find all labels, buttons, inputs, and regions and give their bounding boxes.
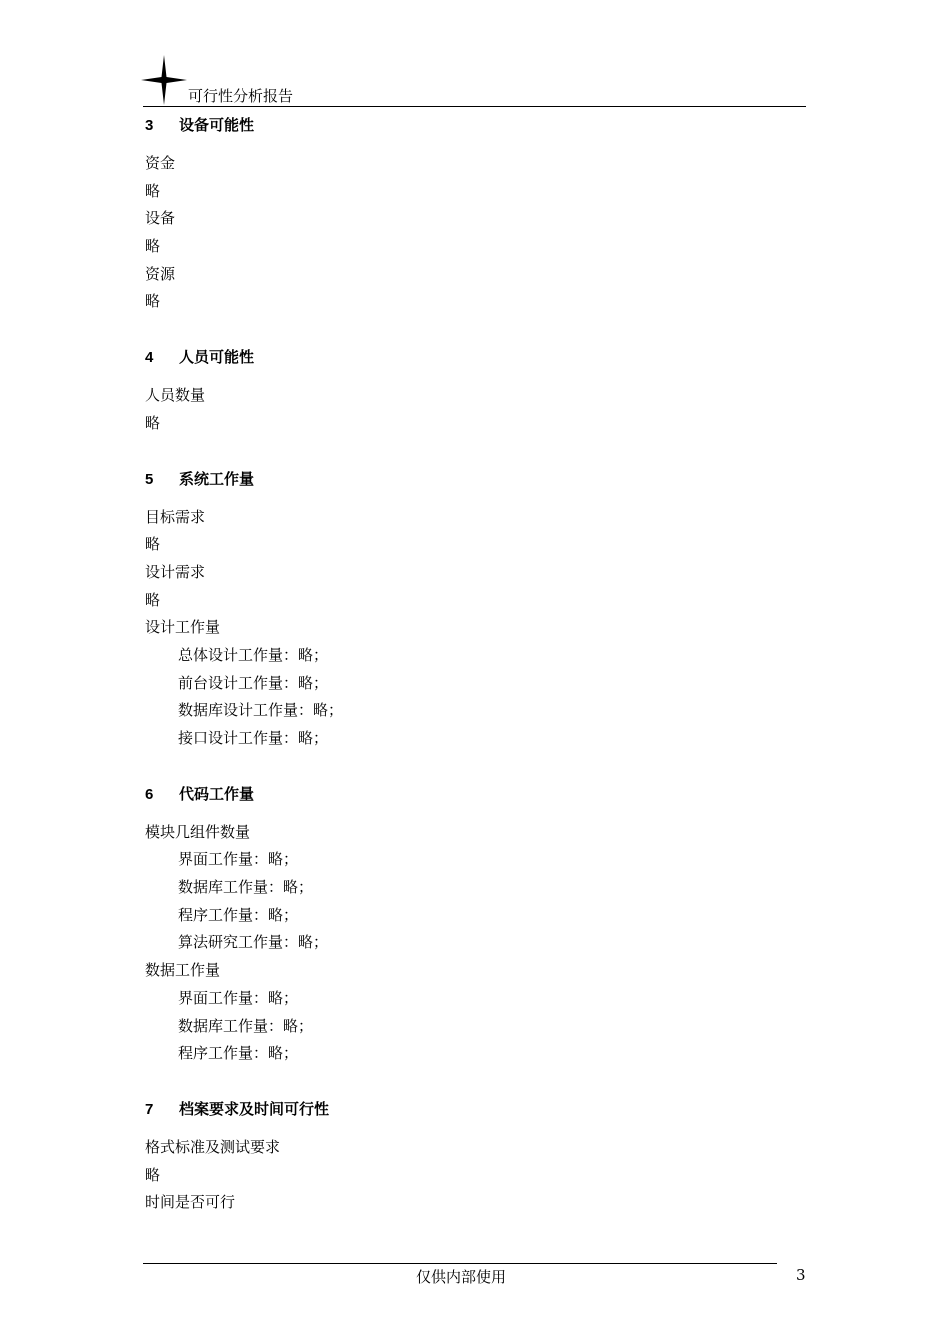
section-heading [145, 466, 805, 494]
sub-item-line: 数据库工作量：略； [178, 878, 314, 897]
body-line: 设备 [145, 209, 176, 228]
section-title: 系统工作量 [179, 470, 255, 488]
body-line: 时间是否可行 [145, 1193, 236, 1212]
body-line: 人员数量 [145, 386, 206, 405]
four-point-star-icon [141, 55, 187, 105]
header-title: 可行性分析报告 [188, 87, 294, 105]
body-line: 目标需求 [145, 507, 206, 526]
section-title: 设备可能性 [179, 117, 255, 134]
section-number: 6 [145, 785, 154, 803]
section-heading [145, 344, 805, 372]
sub-item-line: 算法研究工作量：略； [178, 933, 329, 952]
footer-divider [143, 1263, 777, 1264]
section-number: 4 [145, 349, 154, 367]
section-title: 人员可能性 [179, 349, 255, 367]
footer-text: 仅供内部使用 [415, 1268, 506, 1286]
section-number: 3 [145, 117, 154, 134]
section-heading [145, 1096, 805, 1124]
section-heading [145, 781, 805, 809]
section-number: 7 [145, 1100, 154, 1118]
sub-item-line: 接口设计工作量：略； [178, 729, 329, 747]
sub-item-line: 总体设计工作量：略； [178, 645, 329, 664]
sub-item-line: 界面工作量：略； [178, 850, 299, 869]
sub-item-line: 界面工作量：略； [178, 988, 299, 1007]
header-divider [143, 106, 806, 107]
body-line: 设计需求 [145, 562, 206, 581]
sub-item-line: 数据库工作量：略； [178, 1016, 314, 1035]
body-line: 略 [145, 413, 161, 432]
body-line: 模块几组件数量 [145, 822, 251, 841]
body-line: 略 [145, 292, 161, 311]
body-line: 略 [145, 535, 161, 554]
body-line: 数据工作量 [145, 961, 221, 980]
body-line: 略 [145, 181, 161, 200]
sub-item-line: 程序工作量：略； [178, 1044, 299, 1063]
body-line: 略 [145, 590, 161, 609]
body-line: 略 [145, 237, 161, 256]
section-title: 档案要求及时间可行性 [179, 1100, 330, 1118]
body-line: 略 [145, 1165, 161, 1184]
section-heading [145, 112, 805, 140]
sub-item-line: 程序工作量：略； [178, 905, 299, 924]
body-line: 资源 [145, 264, 176, 283]
body-line: 设计工作量 [145, 618, 221, 637]
document-body [145, 112, 805, 1217]
sub-item-line: 数据库设计工作量：略； [178, 701, 344, 720]
page-number: 3 [796, 1266, 806, 1284]
body-line: 资金 [145, 154, 176, 172]
sub-item-line: 前台设计工作量：略； [178, 673, 329, 692]
section-title: 代码工作量 [179, 785, 255, 803]
section-number: 5 [145, 470, 154, 488]
body-line: 格式标准及测试要求 [145, 1137, 281, 1156]
